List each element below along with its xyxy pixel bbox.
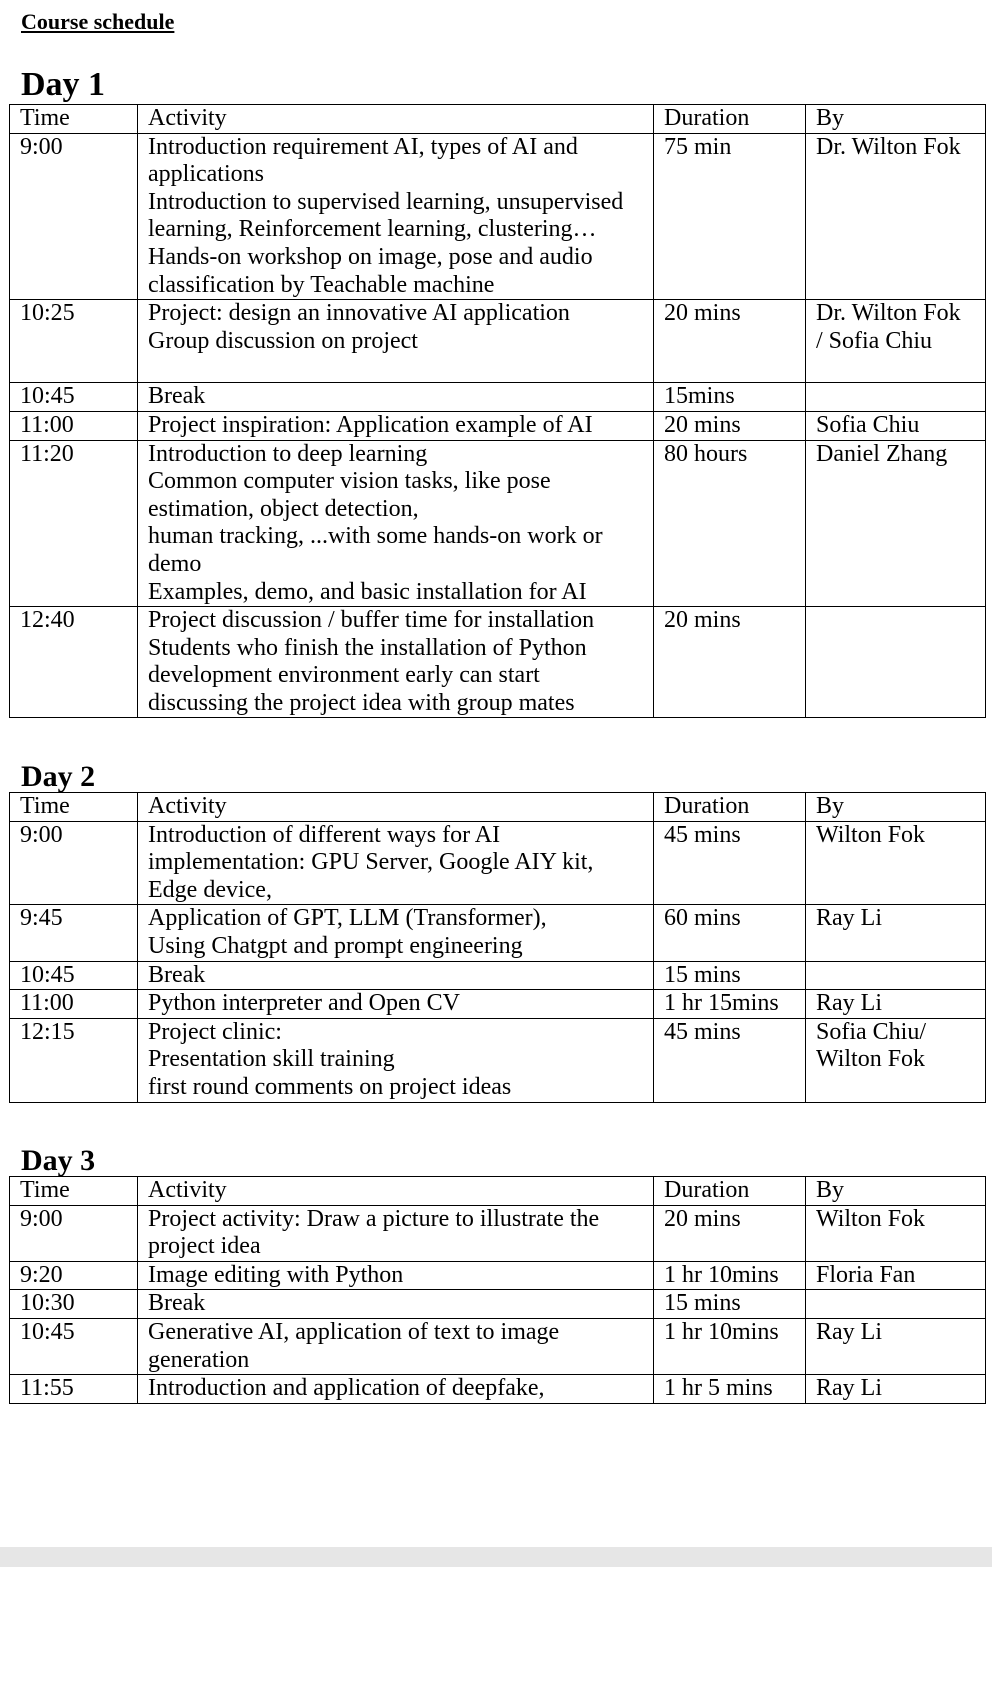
activity-cell-line: Group discussion on project (148, 327, 418, 354)
by-cell-line: Ray Li (816, 1375, 882, 1402)
activity-cell-line: implementation: GPU Server, Google AIY kit, (148, 849, 594, 876)
by-cell (806, 440, 986, 607)
day-3-table (9, 1176, 986, 1404)
table-row (10, 990, 986, 1019)
duration-cell-text: 60 mins (664, 905, 741, 932)
by-cell-line: Dr. Wilton Fok (816, 133, 961, 160)
by-cell-line: Sofia Chiu/ (816, 1018, 927, 1045)
by-cell-line: / Sofia Chiu (816, 327, 933, 354)
header-duration-text: Duration (664, 1177, 750, 1203)
time-cell-text: 10:25 (20, 300, 75, 327)
by-cell (806, 607, 986, 718)
by-cell-line: Daniel Zhang (816, 440, 948, 467)
duration-cell-text: 15 mins (664, 1290, 741, 1317)
by-cell-line: Wilton Fok (816, 1046, 926, 1073)
time-cell-text: 10:45 (20, 961, 75, 988)
activity-cell-line: Introduction of different ways for AI (148, 821, 501, 848)
activity-cell-line: Presentation skill training (148, 1046, 395, 1073)
activity-cell-line: Common computer vision tasks, like pose (148, 468, 551, 495)
header-activity-text: Activity (148, 1177, 227, 1203)
page-divider (0, 1547, 992, 1567)
time-cell (10, 961, 138, 990)
header-duration (654, 1177, 806, 1206)
activity-cell-line: Introduction to supervised learning, unsupervised (148, 188, 624, 215)
by-cell-line: Sofia Chiu (816, 411, 920, 438)
time-cell (10, 300, 138, 383)
activity-cell-line: demo (148, 550, 202, 577)
header-by (806, 105, 986, 134)
activity-cell (138, 961, 654, 990)
table-row (10, 821, 986, 905)
table-row (10, 383, 986, 412)
by-cell (806, 961, 986, 990)
by-cell-line: Wilton Fok (816, 821, 926, 848)
time-cell-text: 12:40 (20, 607, 75, 634)
table-row (10, 133, 986, 300)
time-cell (10, 821, 138, 905)
by-cell (806, 1290, 986, 1319)
activity-cell (138, 1375, 654, 1404)
activity-cell-line: Using Chatgpt and prompt engineering (148, 932, 523, 959)
day-2-heading: Day 2 (21, 760, 96, 793)
time-cell (10, 440, 138, 607)
activity-cell-line: Introduction requirement AI, types of AI and (148, 133, 578, 160)
table-header-row (10, 793, 986, 822)
duration-cell (654, 383, 806, 412)
time-cell (10, 607, 138, 718)
activity-cell-line: Project inspiration: Application example of AI (148, 411, 593, 438)
day-1-table (9, 104, 986, 718)
activity-cell (138, 440, 654, 607)
header-activity (138, 105, 654, 134)
activity-cell-line: Image editing with Python (148, 1261, 404, 1288)
duration-cell (654, 1018, 806, 1102)
duration-cell (654, 1318, 806, 1374)
table-row (10, 411, 986, 440)
header-activity-text: Activity (148, 793, 227, 819)
header-duration (654, 105, 806, 134)
duration-cell (654, 607, 806, 718)
table-row (10, 440, 986, 607)
header-by-text: By (816, 1177, 845, 1203)
header-by-text: By (816, 793, 845, 819)
time-cell-text: 9:00 (20, 1205, 63, 1232)
duration-cell (654, 990, 806, 1019)
by-cell (806, 990, 986, 1019)
time-cell-text: 10:45 (20, 1318, 75, 1345)
table-header-row (10, 1177, 986, 1206)
duration-cell-text: 45 mins (664, 821, 741, 848)
day-1-heading: Day 1 (21, 66, 106, 103)
activity-cell-line: learning, Reinforcement learning, clustering… (148, 216, 597, 243)
by-cell (806, 411, 986, 440)
by-cell (806, 821, 986, 905)
header-activity-text: Activity (148, 105, 227, 131)
time-cell (10, 1261, 138, 1290)
time-cell (10, 383, 138, 412)
time-cell (10, 1318, 138, 1374)
day-2-table (9, 792, 986, 1103)
by-cell (806, 1261, 986, 1290)
duration-cell-text: 45 mins (664, 1018, 741, 1045)
by-cell (806, 1318, 986, 1374)
duration-cell-text: 1 hr 10mins (664, 1318, 779, 1345)
duration-cell-text: 20 mins (664, 300, 741, 327)
by-cell (806, 1375, 986, 1404)
duration-cell (654, 1375, 806, 1404)
duration-cell-text: 20 mins (664, 1205, 741, 1232)
header-duration-text: Duration (664, 793, 750, 819)
time-cell-text: 11:00 (20, 411, 74, 438)
table-row (10, 1018, 986, 1102)
time-cell-text: 9:20 (20, 1261, 63, 1288)
header-time-text: Time (20, 1177, 70, 1203)
time-cell (10, 990, 138, 1019)
table-row (10, 1290, 986, 1319)
activity-cell-line: Break (148, 961, 206, 988)
activity-cell-line: Application of GPT, LLM (Transformer), (148, 905, 547, 932)
activity-cell (138, 1290, 654, 1319)
activity-cell-line: Introduction and application of deepfake, (148, 1375, 545, 1402)
duration-cell-text: 15mins (664, 383, 735, 410)
activity-cell-line: Project discussion / buffer time for installation (148, 607, 595, 634)
activity-cell (138, 383, 654, 412)
duration-cell-text: 80 hours (664, 440, 748, 467)
activity-cell-line: Project activity: Draw a picture to illustrate the (148, 1205, 600, 1232)
activity-cell-line: Introduction to deep learning (148, 440, 428, 467)
duration-cell-text: 20 mins (664, 607, 741, 634)
header-by-text: By (816, 105, 845, 131)
header-time (10, 793, 138, 822)
by-cell (806, 383, 986, 412)
table-row (10, 607, 986, 718)
activity-cell (138, 821, 654, 905)
day-3-heading: Day 3 (21, 1144, 96, 1177)
table-row (10, 1261, 986, 1290)
time-cell (10, 133, 138, 300)
activity-cell-line: applications (148, 161, 264, 188)
duration-cell (654, 133, 806, 300)
activity-cell-line: project idea (148, 1233, 261, 1260)
header-activity (138, 793, 654, 822)
activity-cell (138, 1205, 654, 1261)
duration-cell (654, 821, 806, 905)
page-title: Course schedule (21, 9, 175, 34)
time-cell-text: 10:45 (20, 383, 75, 410)
time-cell-text: 11:00 (20, 990, 74, 1017)
time-cell (10, 1018, 138, 1102)
activity-cell-line: Break (148, 1290, 206, 1317)
activity-cell-line: Edge device, (148, 876, 272, 903)
duration-cell (654, 300, 806, 383)
table-row (10, 300, 986, 383)
time-cell (10, 905, 138, 961)
activity-cell-line: discussing the project idea with group mates (148, 689, 575, 716)
activity-cell-line: Project clinic: (148, 1018, 282, 1045)
time-cell-text: 12:15 (20, 1018, 75, 1045)
activity-cell-line: Break (148, 383, 206, 410)
activity-cell (138, 1318, 654, 1374)
activity-cell-line: Hands-on workshop on image, pose and audio (148, 243, 593, 270)
time-cell-text: 9:00 (20, 133, 63, 160)
activity-cell-line: Students who finish the installation of Python (148, 634, 587, 661)
duration-cell-text: 75 min (664, 133, 732, 160)
activity-cell-line: Project: design an innovative AI application (148, 300, 570, 327)
duration-cell (654, 1205, 806, 1261)
activity-cell (138, 1261, 654, 1290)
time-cell (10, 1205, 138, 1261)
duration-cell-text: 1 hr 15mins (664, 990, 779, 1017)
duration-cell (654, 905, 806, 961)
header-by (806, 793, 986, 822)
by-cell (806, 300, 986, 383)
activity-cell-line: Generative AI, application of text to image (148, 1318, 560, 1345)
header-duration-text: Duration (664, 105, 750, 131)
activity-cell-line: generation (148, 1346, 250, 1373)
time-cell-text: 9:45 (20, 905, 63, 932)
by-cell (806, 905, 986, 961)
activity-cell (138, 1018, 654, 1102)
activity-cell (138, 133, 654, 300)
duration-cell-text: 20 mins (664, 411, 741, 438)
table-row (10, 1205, 986, 1261)
header-time-text: Time (20, 105, 70, 131)
by-cell (806, 1018, 986, 1102)
time-cell (10, 1375, 138, 1404)
time-cell-text: 11:20 (20, 440, 74, 467)
activity-cell (138, 990, 654, 1019)
activity-cell (138, 905, 654, 961)
table-row (10, 1375, 986, 1404)
time-cell (10, 411, 138, 440)
duration-cell-text: 1 hr 10mins (664, 1261, 779, 1288)
by-cell-line: Dr. Wilton Fok (816, 300, 961, 327)
header-by (806, 1177, 986, 1206)
by-cell-line: Floria Fan (816, 1261, 916, 1288)
activity-cell-line: Python interpreter and Open CV (148, 990, 460, 1017)
time-cell (10, 1290, 138, 1319)
duration-cell (654, 961, 806, 990)
time-cell-text: 10:30 (20, 1290, 75, 1317)
duration-cell (654, 411, 806, 440)
activity-cell (138, 300, 654, 383)
activity-cell-line: first round comments on project ideas (148, 1073, 512, 1100)
duration-cell-text: 15 mins (664, 961, 741, 988)
table-row (10, 961, 986, 990)
activity-cell-line: estimation, object detection, (148, 495, 419, 522)
by-cell-line: Ray Li (816, 990, 882, 1017)
by-cell-line: Wilton Fok (816, 1205, 926, 1232)
by-cell (806, 1205, 986, 1261)
time-cell-text: 9:00 (20, 821, 63, 848)
activity-cell-line: Examples, demo, and basic installation for AI (148, 578, 587, 605)
duration-cell (654, 440, 806, 607)
by-cell-line: Ray Li (816, 905, 882, 932)
header-time (10, 105, 138, 134)
by-cell-line: Ray Li (816, 1318, 882, 1345)
duration-cell (654, 1290, 806, 1319)
activity-cell (138, 607, 654, 718)
time-cell-text: 11:55 (20, 1375, 74, 1402)
activity-cell-line: classification by Teachable machine (148, 271, 495, 298)
activity-cell-line: human tracking, ...with some hands-on work or (148, 523, 603, 550)
header-duration (654, 793, 806, 822)
header-time-text: Time (20, 793, 70, 819)
duration-cell (654, 1261, 806, 1290)
table-row (10, 1318, 986, 1374)
activity-cell (138, 411, 654, 440)
header-activity (138, 1177, 654, 1206)
table-row (10, 905, 986, 961)
activity-cell-line: development environment early can start (148, 662, 540, 689)
duration-cell-text: 1 hr 5 mins (664, 1375, 773, 1402)
by-cell (806, 133, 986, 300)
header-time (10, 1177, 138, 1206)
table-header-row (10, 105, 986, 134)
